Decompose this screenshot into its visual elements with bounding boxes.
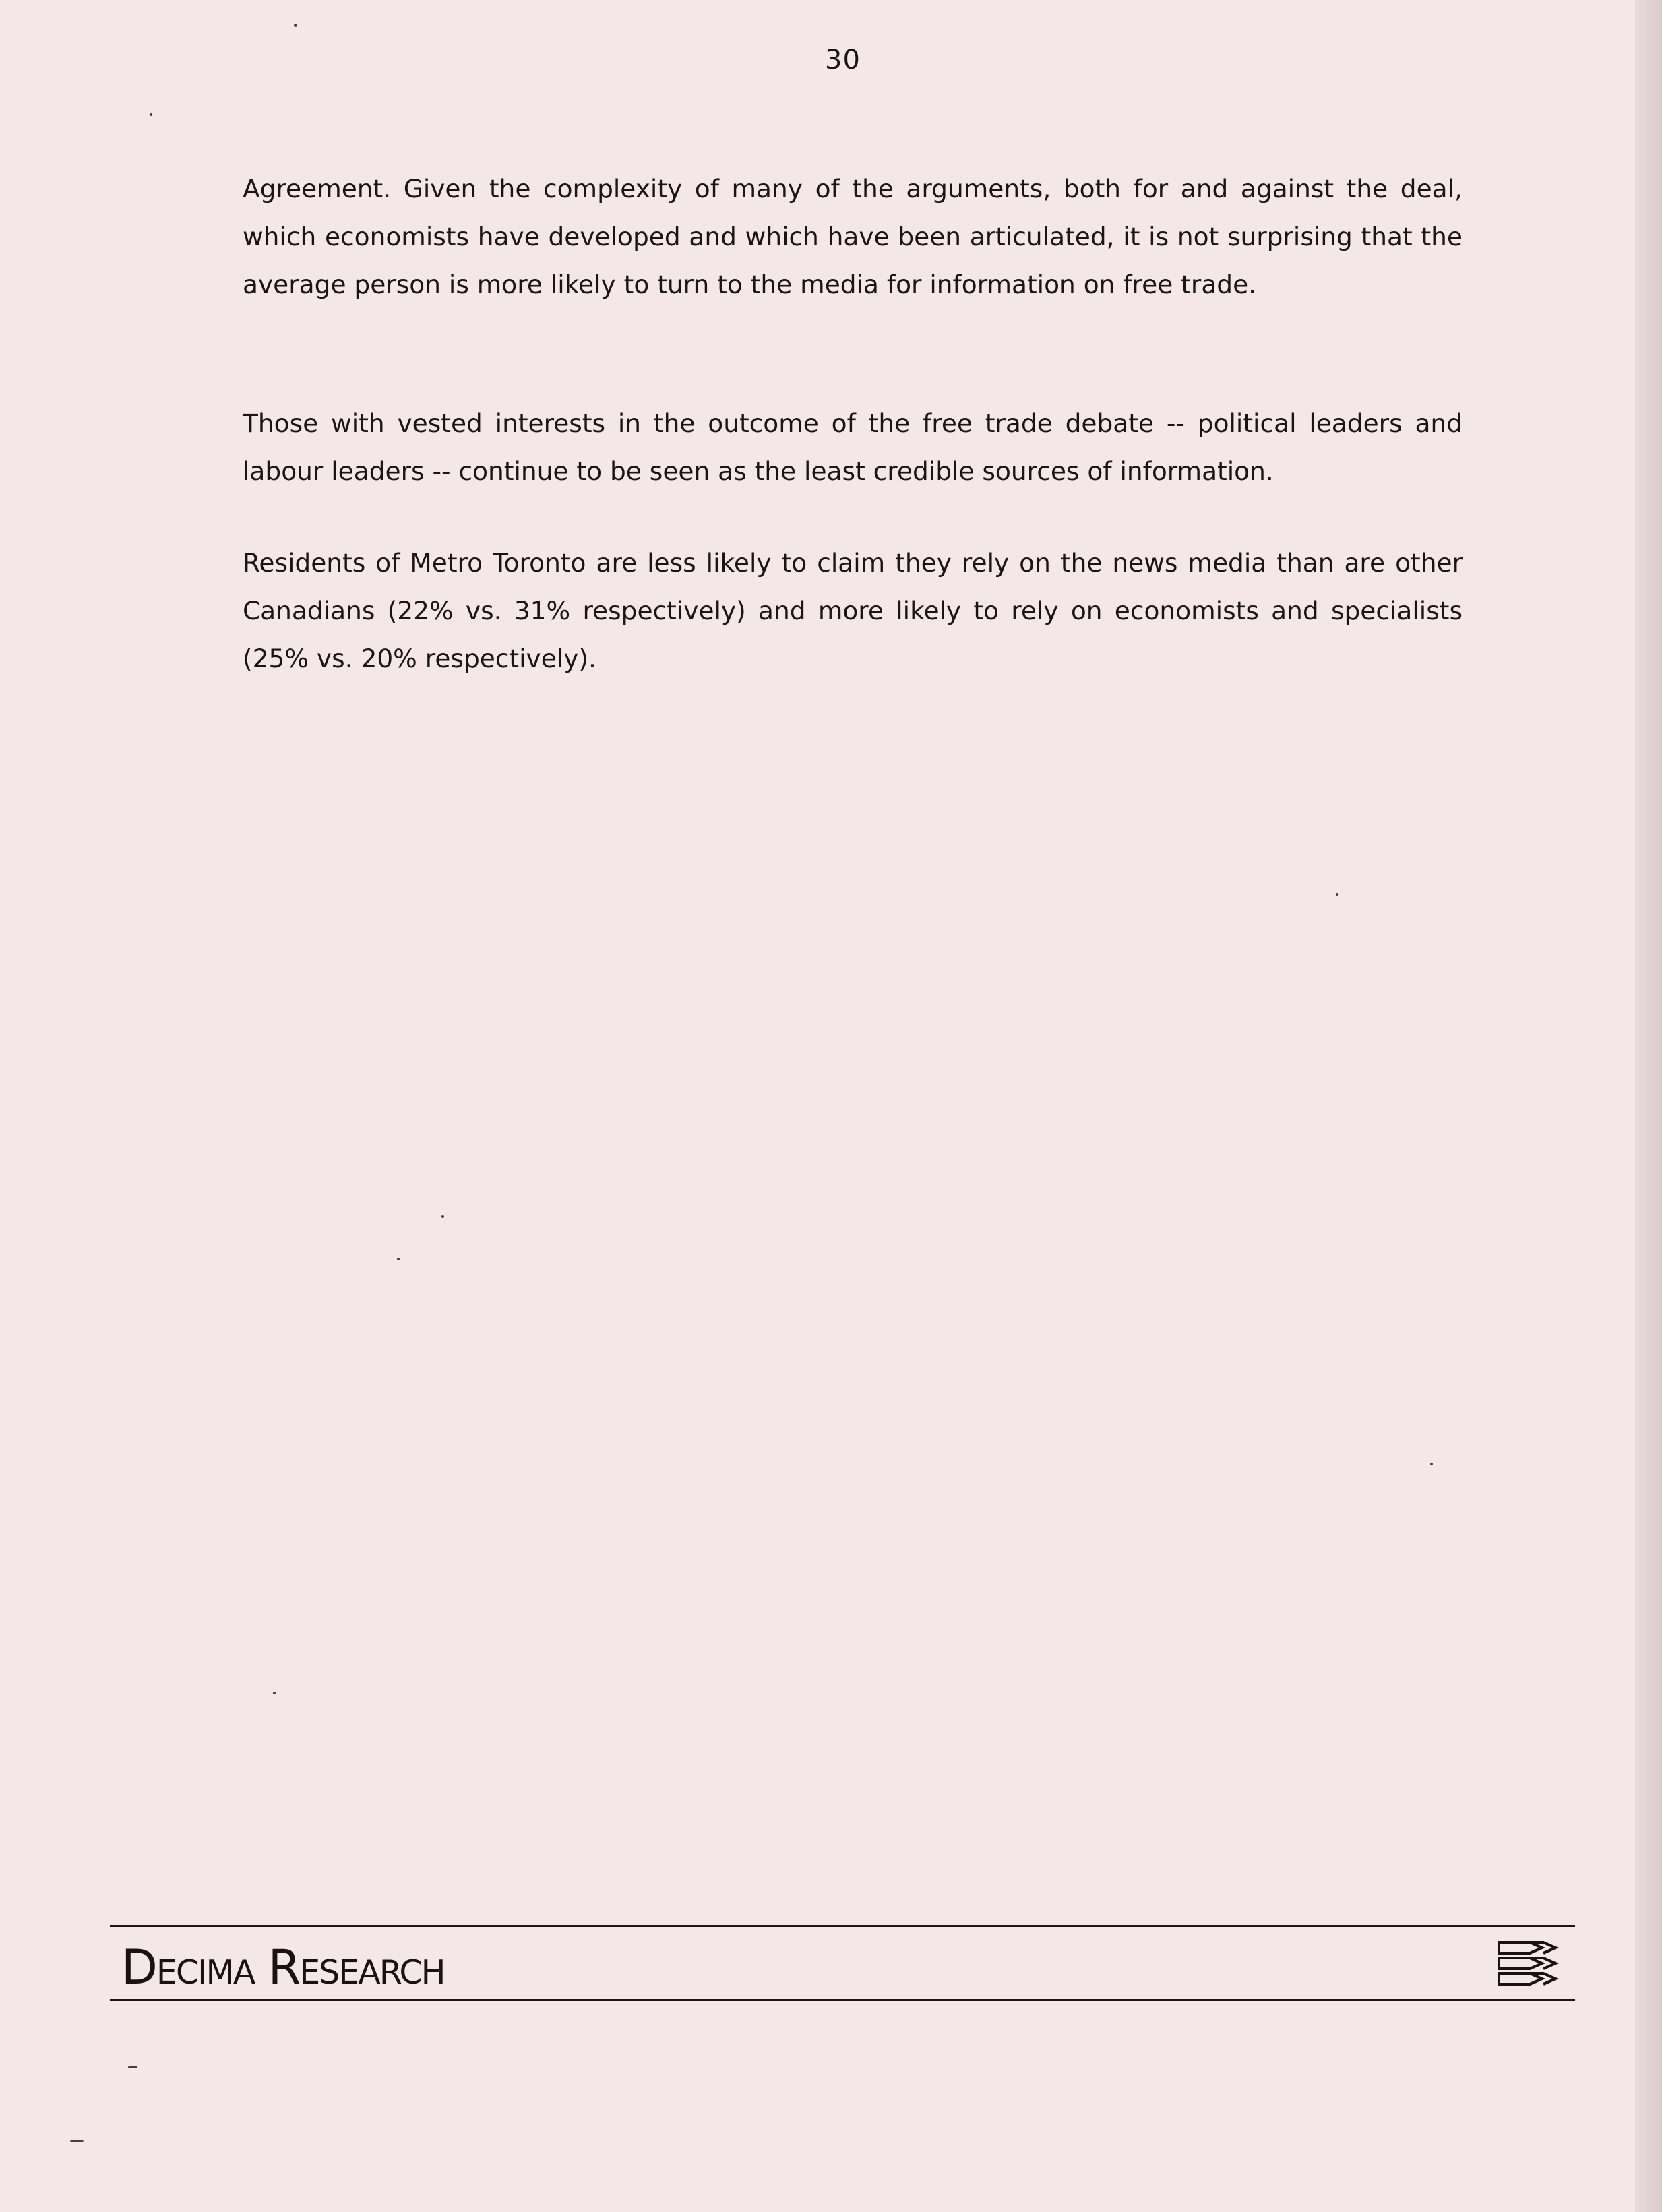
paragraph-media-reliance: Agreement. Given the complexity of many of the arguments, both for and against the deal, which economists have developed and which have been articulated, it is not surprising that the average person is more likely to turn to the media for information on free trade. [243, 174, 1463, 299]
scan-speck [128, 2066, 137, 2068]
footer-brand: Decima Research [121, 1940, 445, 1995]
footer-rule-bottom [110, 1999, 1575, 2001]
scan-speck [70, 2140, 84, 2142]
scan-speck [150, 113, 152, 116]
paragraph-vested-interests: Those with vested interests in the outcome of the free trade debate -- political leaders and labour leaders -- continue to be seen as the least credible sources of information. [243, 408, 1463, 486]
decima-logo-icon [1495, 1934, 1562, 1995]
page-edge-shadow [1635, 0, 1662, 2212]
scan-speck [1336, 893, 1338, 896]
paragraph-metro-toronto: Residents of Metro Toronto are less likely to claim they rely on the news media than are other Canadians (22% vs. 31% respectively) and more likely to rely on economists and specialists (25% vs. 20% respectively). [243, 548, 1463, 673]
scan-speck [397, 1258, 400, 1260]
scan-speck [294, 24, 297, 27]
page-number: 30 [825, 44, 861, 75]
scan-speck [441, 1215, 444, 1218]
footer-rule-top [110, 1925, 1575, 1927]
scan-speck [273, 1692, 276, 1694]
scan-speck [1430, 1463, 1433, 1465]
